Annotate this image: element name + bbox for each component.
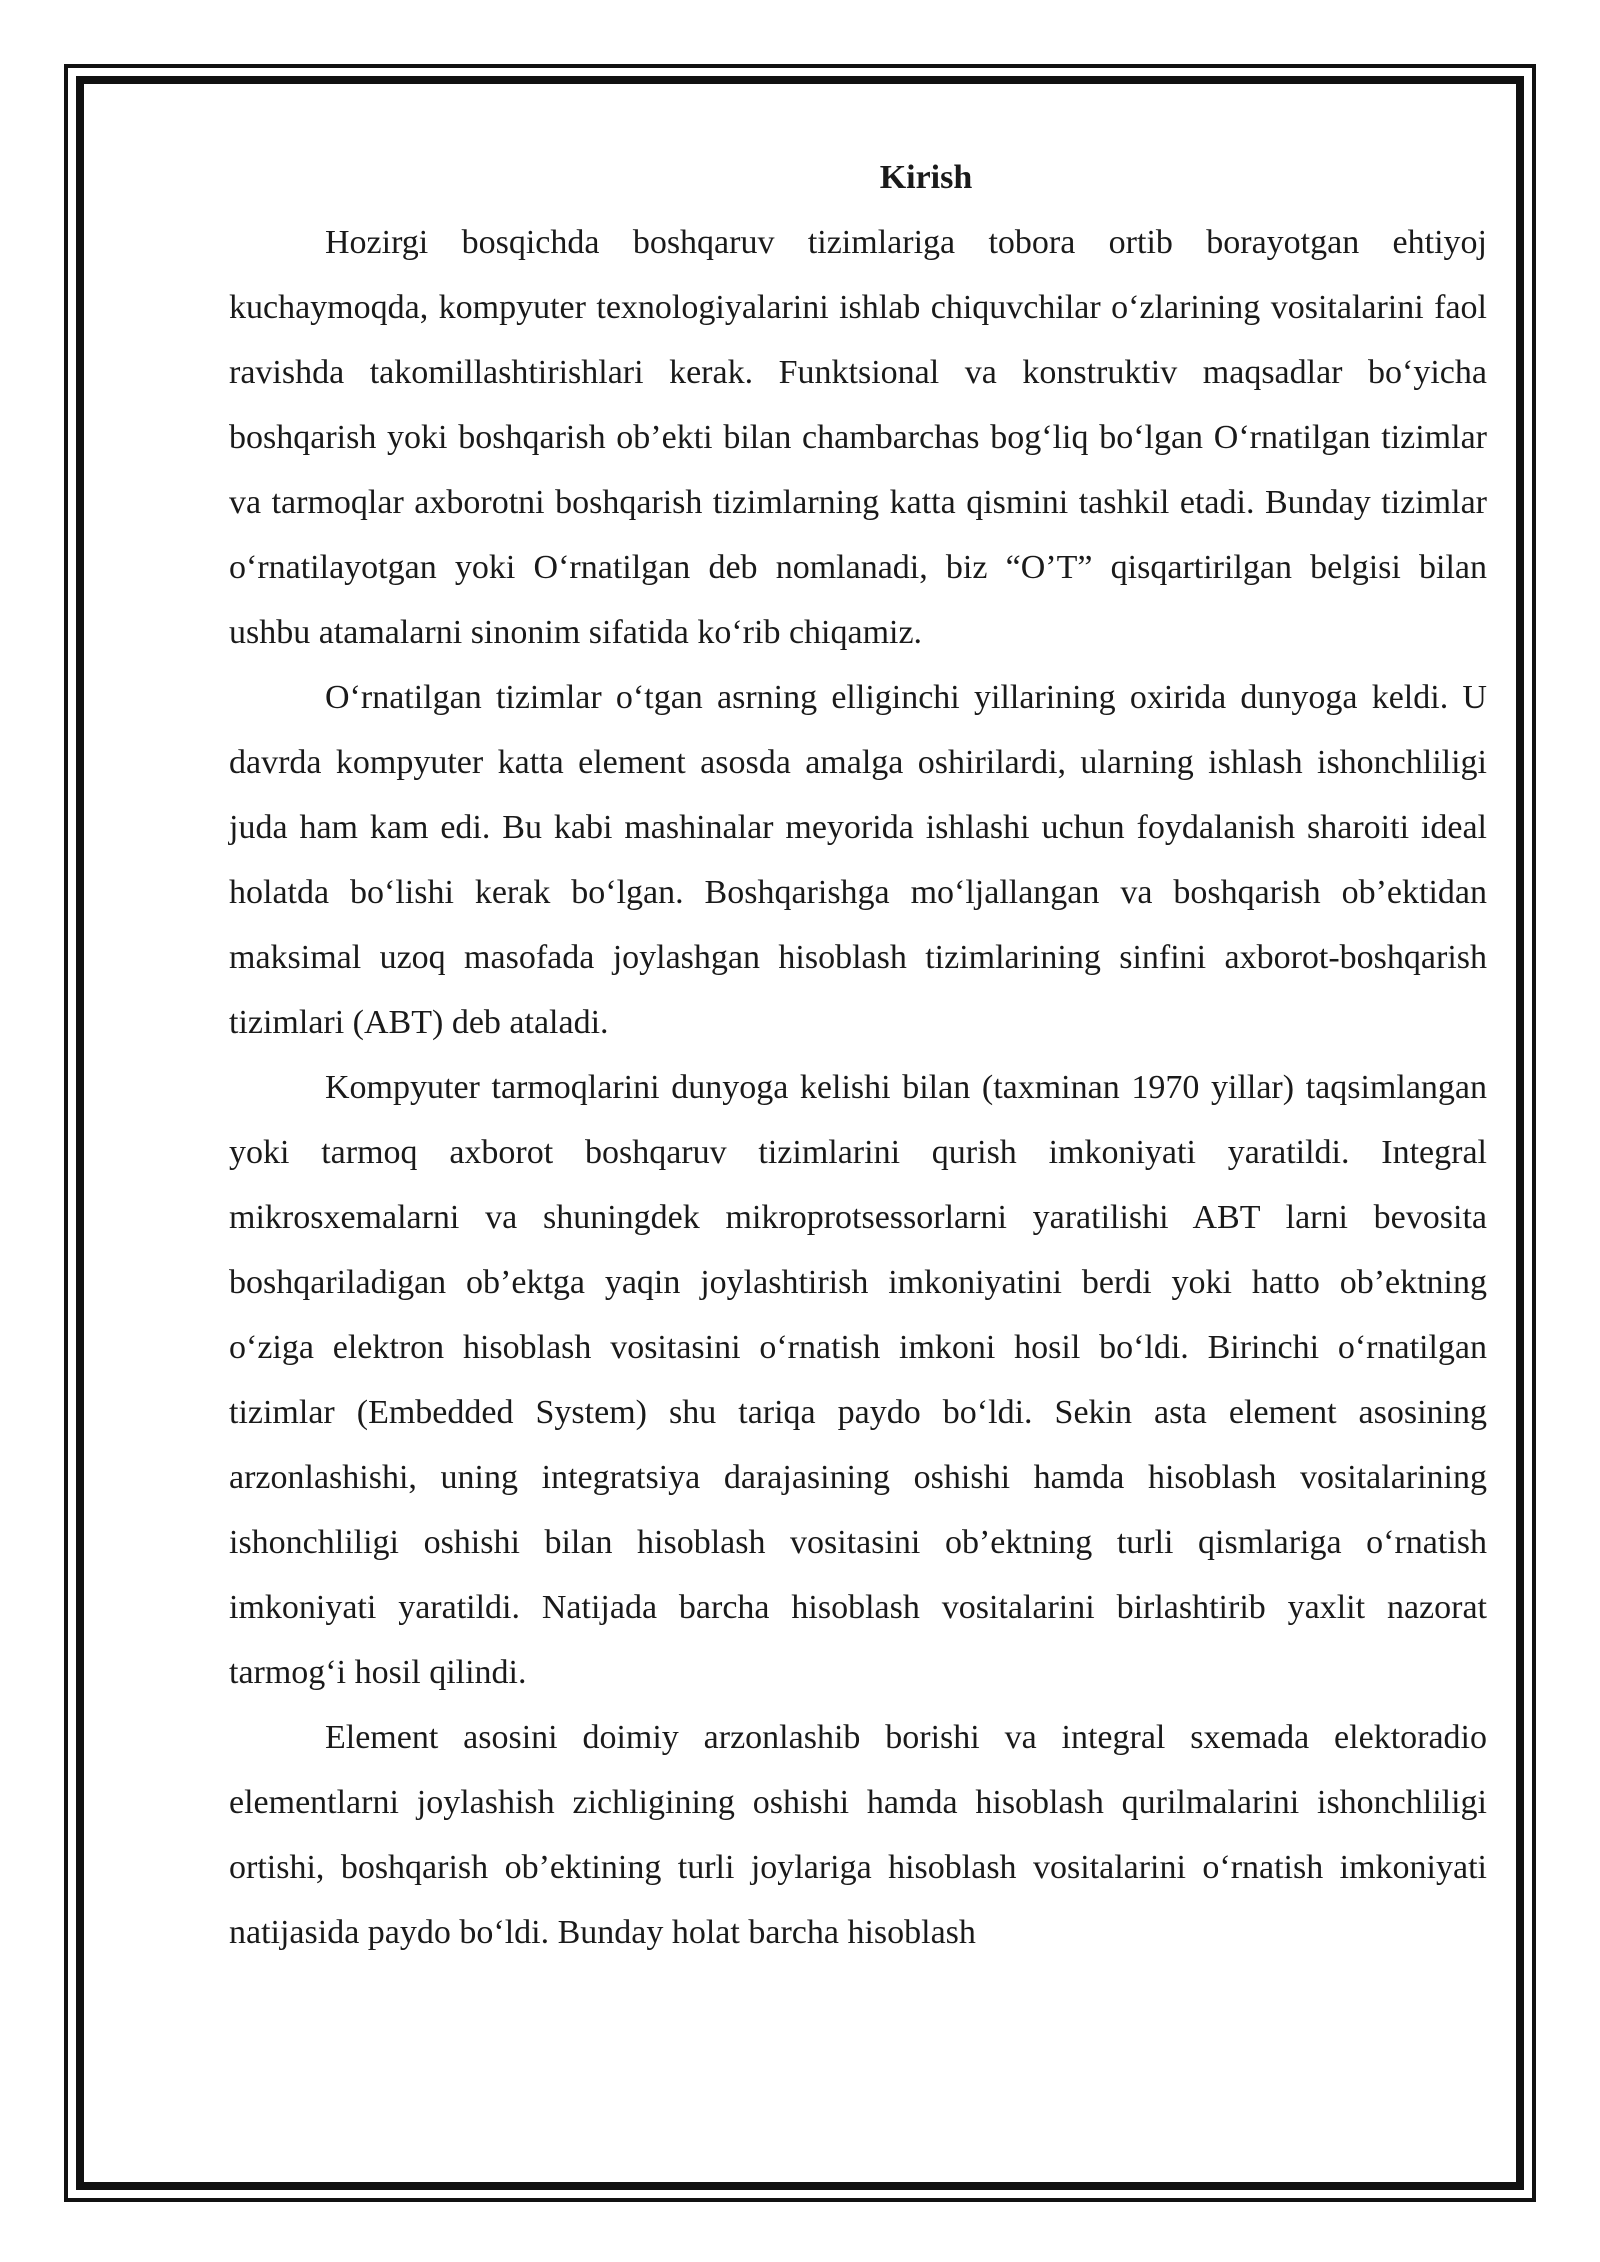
paragraph: O‘rnatilgan tizimlar o‘tgan asrning elliginchi yillarining oxirida dunyoga keldi. U davrda kompyuter katta element asosda amalga oshirilardi, ularning ishlash ishonchliligi juda ham kam edi. Bu kabi mashinalar meyorida ishlashi uchun foydalanish sharoiti ideal holatda bo‘lishi kerak bo‘lgan. Boshqarishga mo‘ljallangan va boshqarish ob’ektidan maksimal uzoq masofada joylashgan hisoblash tizimlarining sinfini axborot-boshqarish tizimlari (ABT) deb ataladi.: [229, 679, 1487, 1041]
section-title: Kirish: [879, 159, 973, 196]
paragraph: Element asosini doimiy arzonlashib borishi va integral sxemada elektoradio elementlarni joylashish zichligining oshishi hamda hisoblash qurilmalarini ishonchliligi ortishi, boshqarish ob’ektining turli joylariga hisoblash vositalarini o‘rnatish imkoniyati natijasida paydo bo‘ldi. Bunday holat barcha hisoblash: [229, 1719, 1487, 1951]
paragraph: Kompyuter tarmoqlarini dunyoga kelishi bilan (taxminan 1970 yillar) taqsimlangan yoki tarmoq axborot boshqaruv tizimlarini qurish imkoniyati yaratildi. Integral mikrosxemalarni va shuningdek mikroprotsessorlarni yaratilishi ABT larni bevosita boshqariladigan ob’ektga yaqin joylashtirish imkoniyatini berdi yoki hatto ob’ektning o‘ziga elektron hisoblash vositasini o‘rnatish imkoni hosil bo‘ldi. Birinchi o‘rnatilgan tizimlar (Embedded System) shu tariqa paydo bo‘ldi. Sekin asta element asosining arzonlashishi, uning integratsiya darajasining oshishi hamda hisoblash vositalarining ishonchliligi oshishi bilan hisoblash vositasini ob’ektning turli qismlariga o‘rnatish imkoniyati yaratildi. Natijada barcha hisoblash vositalarini birlashtirib yaxlit nazorat tarmog‘i hosil qilindi.: [229, 1069, 1487, 1691]
paragraph: Hozirgi bosqichda boshqaruv tizimlariga tobora ortib borayotgan ehtiyoj kuchaymoqda, kompyuter texnologiyalarini ishlab chiquvchilar o‘zlarining vositalarini faol ravishda takomillashtirishlari kerak. Funktsional va konstruktiv maqsadlar bo‘yicha boshqarish yoki boshqarish ob’ekti bilan chambarchas bog‘liq bo‘lgan O‘rnatilgan tizimlar va tarmoqlar axborotni boshqarish tizimlarning katta qismini tashkil etadi. Bunday tizimlar o‘rnatilayotgan yoki O‘rnatilgan deb nomlanadi, biz “O’T” qisqartirilgan belgisi bilan ushbu atamalarni sinonim sifatida ko‘rib chiqamiz.: [229, 224, 1487, 651]
document-body: [229, 145, 1487, 1965]
